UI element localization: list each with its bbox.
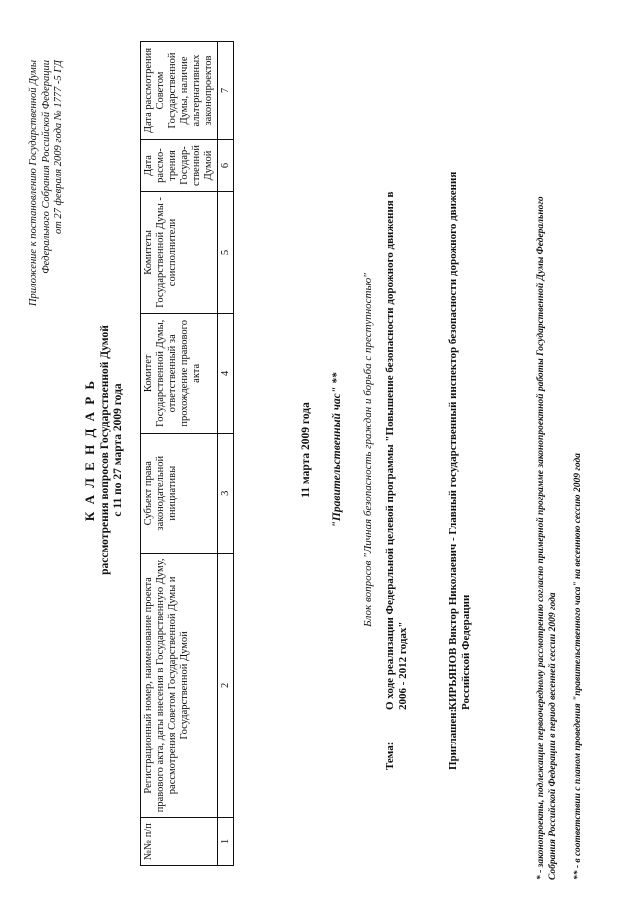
invited-label: Приглашен: [447,708,459,770]
appendix-line-3: от 27 февраля 2009 года № 1777 -5 ГД [53,60,64,235]
column-number: 7 [218,42,234,140]
invited-section [447,170,473,770]
title-block [82,40,124,860]
footnote-1: * - законопроекты, подлежащие первоочередному рассмотрению согласно примерной программе законопроектной работы Государственной Думы Федерального Собрания Российской Федерации в период весенней сессии 2009 года [536,196,558,880]
table-header-row [141,42,218,866]
column-number: 1 [218,818,234,866]
page-subtitle: рассмотрения вопросов Государственной Думой [99,325,111,575]
footnote-2: ** - в соответствии с планом проведения "правительственного часа" на весеннюю сессию 2009 года [573,453,583,880]
question-block-title: Блок вопросов "Личная безопасность граждан и борьба с преступностью" [362,273,374,627]
day-heading: 11 марта 2009 года [300,402,312,498]
appendix-note [28,60,66,420]
table-number-row [218,42,234,866]
government-hour-heading: "Правительственный час" ** [331,372,343,528]
column-header: Дата рассмотрения Советом Государственной Думы, наличие альтернативных законопроектов [141,42,218,140]
column-header: №№ п/п [141,818,218,866]
column-number: 6 [218,140,234,192]
column-header: Регистрационный номер, наименование проекта правового акта, даты внесения в Государственную Думу, рассмотрения Советом Государственной Думы и Государственной Думой [141,553,218,817]
appendix-line-2: Федерального Собрания Российской Федерации [40,60,52,274]
column-number: 4 [218,313,234,433]
column-header: Комитеты Государственной Думы - соисполнители [141,192,218,314]
column-header: Комитет Государственной Думы, ответственный за прохождение правового акта [141,313,218,433]
topic-text: О ходе реализации Федеральной целевой программы "Повышение безопасности дорожного движения в 2006 - 2012 годах" [384,191,409,710]
topic-section [384,170,410,770]
page-date-range: с 11 по 27 марта 2009 года [112,383,124,517]
topic-label: Тема: [384,741,396,770]
column-number: 2 [218,553,234,817]
column-header: Дата рассмо- трения Государ- ственной Думой [141,140,218,192]
appendix-line-1: Приложение к постановлению Государственной Думы [28,60,39,307]
column-number: 3 [218,433,234,553]
calendar-table [140,41,234,866]
column-header: Субъект права законодательной инициативы [141,433,218,553]
column-number: 5 [218,192,234,314]
invited-text: КИРЬЯНОВ Виктор Николаевич - Главный государственный инспектор безопасности дорожного движения Российской Федерации [447,171,472,710]
page-title: К А Л Е Н Д А Р Ь [82,378,97,522]
